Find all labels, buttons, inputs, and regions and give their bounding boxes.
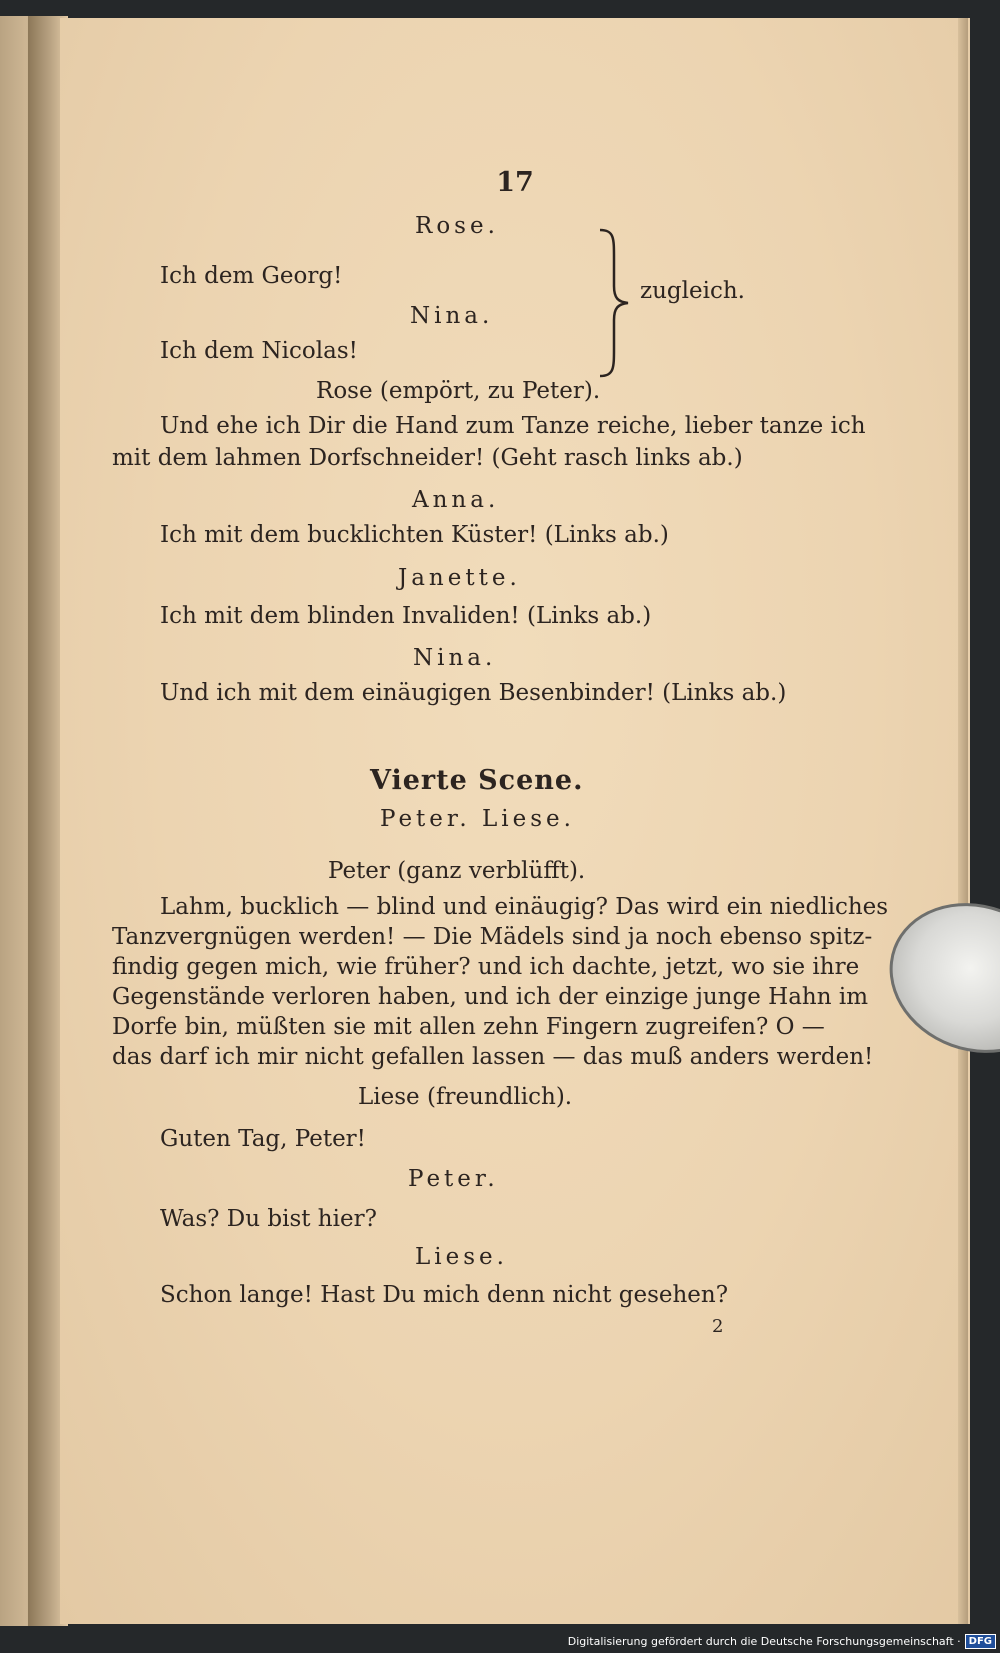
dialogue-line: Schon lange! Hast Du mich denn nicht gesehen? [160,1282,729,1308]
speaker-peter: Peter. [408,1166,499,1192]
dialogue-line: Und ehe ich Dir die Hand zum Tanze reiche, lieber tanze ich [160,413,866,439]
dialogue-line: Tanzvergnügen werden! — Die Mädels sind ja noch ebenso spitz- [112,924,873,950]
signature-mark: 2 [712,1316,724,1337]
speaker-nina: Nina. [413,645,497,671]
dialogue-line: Guten Tag, Peter! [160,1126,366,1152]
dialogue-line: Ich dem Nicolas! [160,338,358,364]
curly-bracket [596,228,636,378]
dialogue-line: Ich mit dem blinden Invaliden! (Links ab.) [160,603,652,629]
dialogue-line: Dorfe bin, müßten sie mit allen zehn Fingern zugreifen? O — [112,1014,825,1040]
speaker-anna: Anna. [412,487,500,513]
speaker-liese: Liese. [415,1244,508,1270]
dialogue-line: Ich dem Georg! [160,263,343,289]
book-page [60,18,970,1624]
dialogue-line: das darf ich mir nicht gefallen lassen — das muß anders werden! [112,1044,874,1070]
scene-heading: Vierte Scene. [370,765,584,796]
speaker-janette: Janette. [398,565,521,591]
dialogue-line: Ich mit dem bucklichten Küster! (Links ab.) [160,522,669,548]
speaker-rose-direction: Rose (empört, zu Peter). [316,378,601,404]
scene-persons: Peter. Liese. [380,806,575,832]
dialogue-line: Gegenstände verloren haben, und ich der einzige junge Hahn im [112,984,869,1010]
footer-credit: Digitalisierung gefördert durch die Deutsche Forschungsgemeinschaft · [567,1634,961,1648]
dialogue-line: mit dem lahmen Dorfschneider! (Geht rasch links ab.) [112,445,743,471]
speaker-peter-direction: Peter (ganz verblüfft). [328,858,586,884]
dialogue-line: Lahm, bucklich — blind und einäugig? Das wird ein niedliches [160,894,889,920]
speaker-nina: Nina. [410,303,494,329]
dialogue-line: Was? Du bist hier? [160,1206,377,1232]
bracket-label: zugleich. [640,278,745,304]
dialogue-line: findig gegen mich, wie früher? und ich dachte, jetzt, wo sie ihre [112,954,860,980]
dfg-logo: DFG [965,1634,996,1649]
speaker-liese-direction: Liese (freundlich). [358,1084,573,1110]
right-page-edge [958,18,968,1624]
page-number: 17 [496,167,534,198]
digitization-footer [568,1631,996,1651]
speaker-rose: Rose. [415,213,499,239]
dialogue-line: Und ich mit dem einäugigen Besenbinder! (Links ab.) [160,680,787,706]
